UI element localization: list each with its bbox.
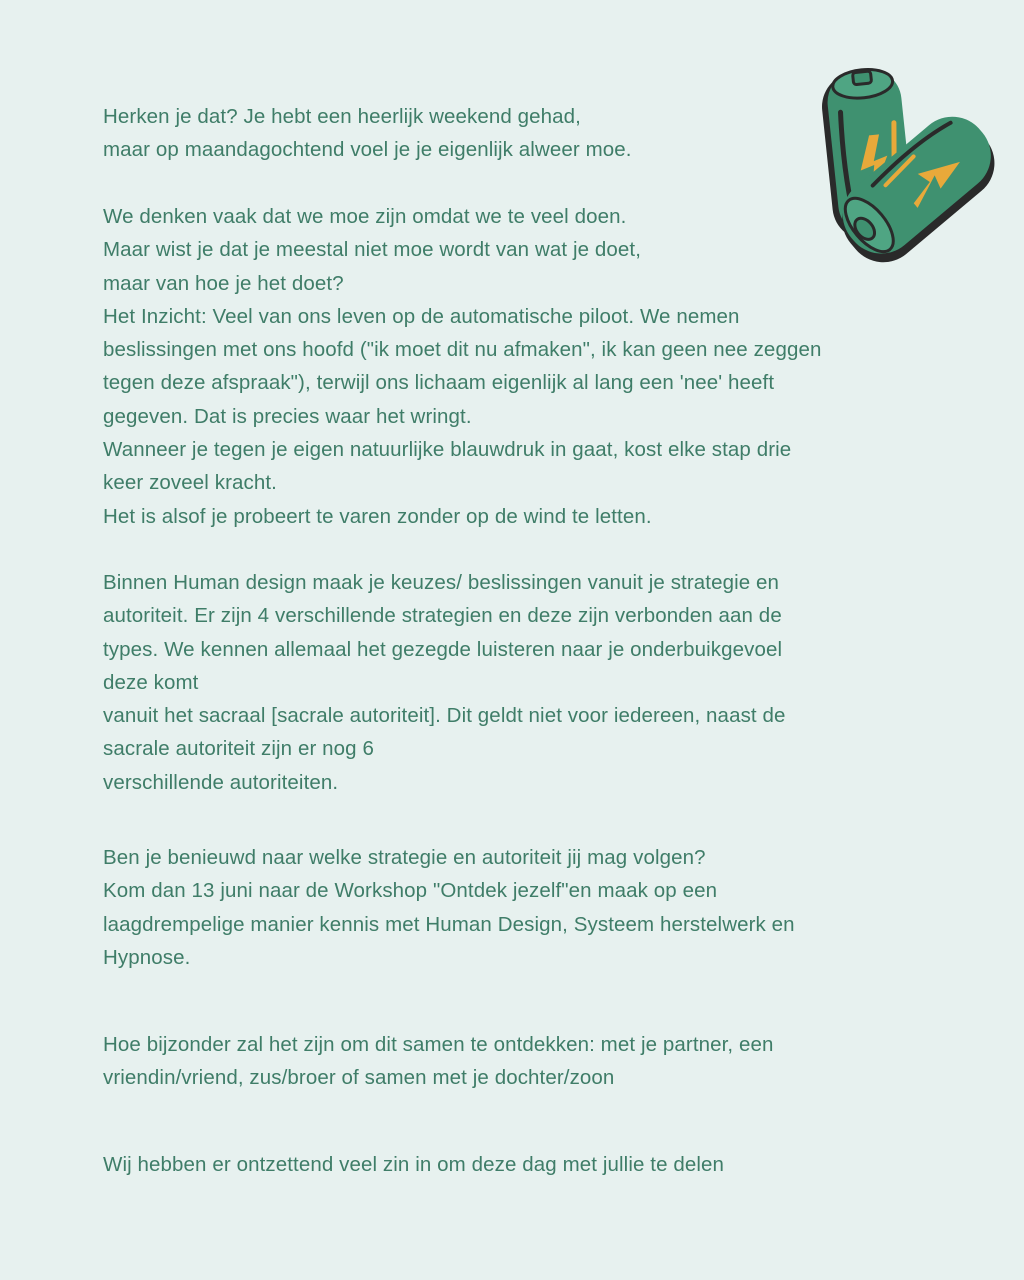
paragraph-closing: [103, 1148, 724, 1181]
paragraph-insight: [103, 200, 821, 533]
text-line: keer zoveel kracht.: [103, 471, 277, 495]
paragraph-human-design: [103, 566, 786, 799]
text-line: Wij hebben er ontzettend veel zin in om deze dag met jullie te delen: [103, 1153, 725, 1176]
text-line: gegeven. Dat is precies waar het wringt.: [103, 404, 472, 428]
text-line: Hypnose.: [103, 945, 191, 969]
paragraph-workshop: [103, 841, 795, 974]
text-line: beslissingen met ons hoofd ("ik moet dit nu afmaken", ik kan geen nee zeggen: [103, 338, 822, 362]
text-line: maar op maandagochtend voel je je eigenlijk alweer moe.: [103, 138, 632, 162]
text-line: types. We kennen allemaal het gezegde luisteren naar je onderbuikgevoel: [103, 637, 783, 661]
text-line: Wanneer je tegen je eigen natuurlijke blauwdruk in gaat, kost elke stap drie: [103, 438, 792, 462]
text-line: Ben je benieuwd naar welke strategie en autoriteit jij mag volgen?: [103, 846, 706, 869]
paragraph-together: [103, 1028, 774, 1095]
text-line: maar van hoe je het doet?: [103, 271, 344, 295]
text-line: deze komt: [103, 670, 199, 694]
text-line: Het Inzicht: Veel van ons leven op de automatische piloot. We nemen: [103, 304, 740, 328]
text-line: sacrale autoriteit zijn er nog 6: [103, 737, 374, 761]
text-line: vriendin/vriend, zus/broer of samen met je dochter/zoon: [103, 1066, 615, 1090]
text-line: tegen deze afspraak"), terwijl ons lichaam eigenlijk al lang een 'nee' heeft: [103, 371, 775, 395]
text-line: laagdrempelige manier kennis met Human Design, Systeem herstelwerk en: [103, 912, 795, 936]
text-line: Hoe bijzonder zal het zijn om dit samen te ontdekken: met je partner, een: [103, 1033, 774, 1056]
text-line: autoriteit. Er zijn 4 verschillende strategien en deze zijn verbonden aan de: [103, 604, 782, 628]
text-line: Herken je dat? Je hebt een heerlijk weekend gehad,: [103, 105, 581, 128]
text-line: vanuit het sacraal [sacrale autoriteit]. Dit geldt niet voor iedereen, naast de: [103, 704, 786, 728]
text-line: Maar wist je dat je meestal niet moe wordt van wat je doet,: [103, 238, 642, 262]
text-line: Binnen Human design maak je keuzes/ beslissingen vanuit je strategie en: [103, 571, 780, 594]
text-line: Het is alsof je probeert te varen zonder op de wind te letten.: [103, 504, 652, 528]
text-line: We denken vaak dat we moe zijn omdat we te veel doen.: [103, 205, 627, 228]
paragraph-intro: [103, 100, 632, 167]
text-line: Kom dan 13 juni naar de Workshop "Ontdek jezelf"en maak op een: [103, 879, 718, 903]
text-line: verschillende autoriteiten.: [103, 770, 339, 794]
